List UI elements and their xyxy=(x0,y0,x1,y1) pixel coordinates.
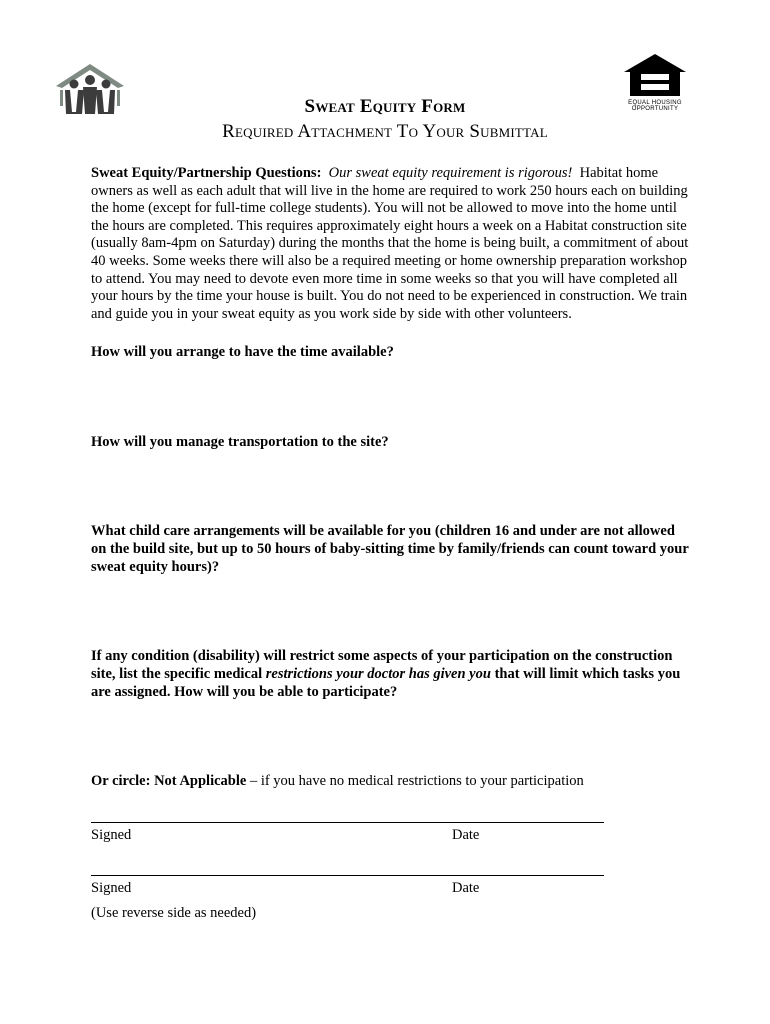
question-disability-end: that will limit which tasks you are assigned. How will you be able to participate? xyxy=(91,666,681,700)
intro-paragraph xyxy=(91,165,691,323)
equal-housing-opportunity-icon xyxy=(622,52,688,98)
not-applicable-line xyxy=(91,772,691,790)
question-time: How will you arrange to have the time available? xyxy=(91,344,394,360)
form-subtitle: Required Attachment To Your Submittal xyxy=(222,121,548,142)
intro-label: Sweat Equity/Partnership Questions: xyxy=(91,165,322,181)
question-transportation: How will you manage transportation to the site? xyxy=(91,434,389,450)
date-label-1: Date xyxy=(452,827,480,843)
date-label-2: Date xyxy=(452,880,480,896)
question-disability xyxy=(91,647,691,701)
not-applicable-text: – if you have no medical restrictions to your participation xyxy=(246,773,584,789)
signed-label-2: Signed xyxy=(91,880,132,896)
form-title: Sweat Equity Form xyxy=(304,96,466,117)
equal-housing-line1: EQUAL HOUSING xyxy=(628,100,682,106)
equal-housing-line2: OPPORTUNITY xyxy=(631,106,679,112)
not-applicable-label: Or circle: Not Applicable xyxy=(91,773,247,789)
intro-text: Habitat home owners as well as each adult that will live in the home are required to work 250 hours each on building the home (except for full-time college students). You will not be allowed to move into the home until the hours are completed. This requires approximately eight hours a week on a Habitat construction site (usually 8am-4pm on Saturday) during the months that the home is being built, a commitment of about 40 weeks. Some weeks there will also be a required meeting or home ownership preparation workshop to attend. You may need to devote even more time in some weeks so that you will have completed all your hours by the time your house is built. You do not need to be experienced in construction. We train and guide you in your sweat equity as you work side by side with other volunteers. xyxy=(91,165,689,322)
question-disability-start: If any condition (disability) will restrict some aspects of your participation on the construction site, list the specific medical xyxy=(91,648,673,682)
signed-label-1: Signed xyxy=(91,827,132,843)
signature-line-1[interactable] xyxy=(91,822,604,823)
question-disability-emphasis: restrictions your doctor has given you xyxy=(265,666,491,682)
reverse-side-note: (Use reverse side as needed) xyxy=(91,905,257,921)
intro-emphasis: Our sweat equity requirement is rigorous! xyxy=(328,165,573,181)
signature-line-2[interactable] xyxy=(91,875,604,876)
question-child-care: What child care arrangements will be available for you (children 16 and under are not allowed on the build site, but up to 50 hours of baby-sitting time by family/friends can count toward your sweat equity hours)? xyxy=(91,523,689,575)
